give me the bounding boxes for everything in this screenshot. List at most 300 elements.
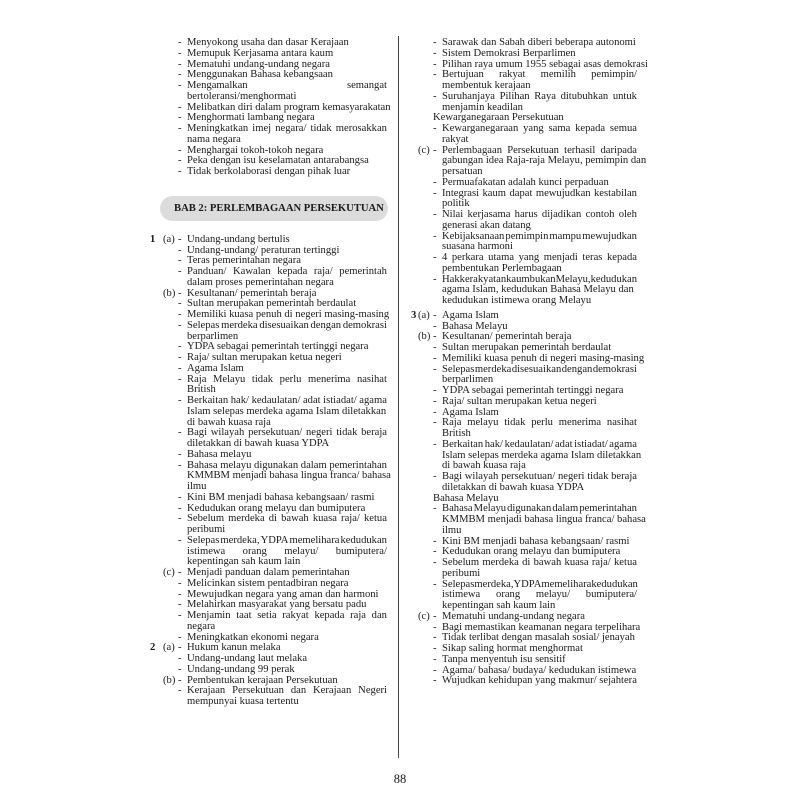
word: melayu: [220, 459, 252, 471]
bullet-dash: -: [433, 320, 437, 332]
list-item: [411, 397, 637, 408]
item-text: Permuafakatan adalah kunci perpaduan: [442, 176, 609, 188]
bullet-dash: -: [178, 155, 182, 167]
bullet-dash: -: [433, 252, 437, 263]
word: raja/: [341, 513, 360, 525]
word: raja/: [591, 557, 611, 568]
item-text: Memupuk Kerjasama antara kaum: [187, 47, 334, 59]
word: kepada: [314, 610, 345, 621]
word: bawah: [281, 513, 309, 525]
word: Kerajaan: [187, 685, 226, 697]
list-item: [411, 676, 637, 687]
item-text: kedudukan istimewa orang Melayu: [442, 295, 592, 306]
item-text: YDPA sebagai pemerintah tertinggi negara: [442, 385, 624, 396]
bullet-dash: -: [178, 101, 182, 113]
list-item: [411, 352, 645, 365]
bullet-dash: -: [433, 557, 437, 568]
bullet-dash: -: [433, 503, 437, 515]
word: persekutuan/: [501, 471, 556, 482]
bullet-dash: -: [433, 47, 437, 59]
bullet-dash: -: [178, 642, 182, 654]
list-item: [150, 167, 387, 178]
item-text: Meningkatkan ekonomi negara: [187, 631, 319, 643]
word: sama: [548, 123, 571, 134]
word: pemerintahan: [579, 503, 637, 515]
word: nasihat: [606, 417, 637, 429]
word: raja: [350, 610, 366, 621]
item-text: Melibatkan diri dalam program kemasyarakatan: [187, 101, 391, 113]
bullet-dash: -: [433, 309, 437, 321]
word: kuasa: [312, 513, 337, 525]
list-item: [411, 49, 637, 60]
word: merdeka: [474, 363, 512, 375]
question-number: 3: [411, 309, 417, 321]
list-item: [150, 375, 387, 386]
part-label: (b): [418, 331, 431, 343]
item-text: KMMBM menjadi bahasa lingua franca/ bahasa: [442, 514, 646, 525]
bullet-dash: -: [178, 298, 182, 310]
item-text: [442, 124, 637, 135]
list-item: [150, 124, 387, 135]
bullet-dash: -: [178, 69, 182, 81]
word: ketua: [614, 557, 637, 568]
word: 4: [442, 252, 448, 263]
word: Panduan/: [187, 266, 227, 277]
item-text: Teras pemerintahan negara: [187, 255, 301, 267]
item-text: kepentingan sah kaum lain: [187, 556, 301, 568]
word: tidak: [504, 417, 526, 429]
item-text: ilmu: [442, 524, 462, 536]
word: teras: [582, 252, 603, 263]
word: demokrasi: [342, 319, 387, 331]
part-label: (c): [418, 144, 430, 156]
item-text: suasana harmoni: [442, 241, 513, 253]
bullet-dash: -: [178, 427, 182, 439]
part-label: (a): [163, 233, 175, 245]
word: YDPA: [260, 534, 289, 546]
bullet-dash: -: [178, 112, 182, 124]
word: hak/: [230, 395, 249, 406]
word: Melayu: [212, 373, 246, 385]
item-text: gabungan idea Raja-raja Melayu, pemimpin dan: [442, 155, 647, 167]
word: istimewa: [187, 545, 226, 557]
bullet-dash: -: [178, 255, 182, 267]
word: yang: [523, 123, 544, 134]
bullet-dash: -: [178, 491, 182, 503]
word: merdeka: [228, 513, 265, 525]
word: dan: [290, 685, 307, 697]
item-text: membentuk kerajaan: [442, 80, 531, 91]
bullet-dash: -: [178, 588, 182, 600]
word: kaum: [506, 273, 530, 285]
continuation-line: [411, 569, 637, 580]
part-label: (b): [163, 287, 176, 299]
word: Berkaitan: [442, 438, 484, 450]
bullet-dash: -: [433, 352, 437, 364]
item-text: dalam proses pemerintahan negara: [187, 276, 334, 288]
item-text: politik: [442, 198, 470, 210]
bullet-dash: -: [178, 395, 182, 406]
continuation-line: [150, 92, 387, 103]
item-text: Undang-undang laut melaka: [187, 653, 308, 664]
word: Meningkatkan: [187, 123, 249, 134]
item-text: British: [442, 428, 471, 439]
word: hak/: [484, 438, 503, 450]
word: Integrasi: [442, 187, 480, 199]
word: kuasa: [564, 557, 589, 568]
bullet-dash: -: [178, 653, 182, 664]
word: negara/: [275, 123, 307, 134]
item-text: Kedudukan orang melayu dan bumiputera: [187, 502, 366, 514]
continuation-line: [150, 622, 387, 633]
word: beraja: [361, 427, 387, 439]
word: melayu: [467, 417, 499, 429]
bullet-dash: -: [433, 37, 437, 48]
word: kepada: [277, 266, 308, 277]
bullet-dash: -: [178, 244, 182, 256]
word: Kawalan: [233, 266, 271, 277]
word: menerima: [558, 417, 602, 429]
bullet-dash: -: [433, 664, 437, 676]
bullet-dash: -: [433, 395, 437, 407]
word: di: [522, 557, 531, 568]
word: adat: [554, 438, 573, 450]
word: Bagi: [442, 471, 463, 482]
bullet-dash: -: [178, 309, 182, 320]
word: Bertujuan: [442, 69, 484, 81]
word: kedaulatan/: [251, 395, 301, 406]
item-text: Islam selepas merdeka agama Islam diletakkan: [187, 405, 387, 417]
word: mampu: [549, 230, 582, 242]
item-text: YDPA sebagai pemerintah tertinggi negara: [187, 341, 369, 353]
word: digunakan: [254, 459, 299, 471]
item-text: peribumi: [187, 524, 226, 535]
item-text: Melicinkan sistem pentadbiran negara: [187, 577, 349, 589]
bullet-dash: -: [178, 502, 182, 514]
word: memilih: [540, 69, 576, 81]
word: dan: [371, 610, 387, 621]
word: Kebijaksanaan: [442, 230, 505, 242]
word: YDPA: [513, 578, 542, 590]
word: menjadi: [543, 252, 578, 263]
item-text: Tidak berkolaborasi dengan pihak luar: [187, 166, 351, 177]
list-item: [150, 579, 387, 590]
item-text: Agama Islam: [187, 362, 244, 374]
word: Selepas: [442, 363, 475, 375]
continuation-line: [150, 407, 387, 418]
item-text: agama Islam, kedudukan Bahasa Melayu dan: [442, 284, 634, 296]
bullet-dash: -: [433, 632, 437, 644]
bullet-dash: -: [178, 663, 182, 675]
word: Selepas: [442, 578, 475, 590]
word: agama: [609, 438, 637, 450]
right-column: [411, 37, 648, 687]
bullet-dash: -: [178, 513, 182, 525]
bullet-dash: -: [433, 417, 437, 429]
continuation-line: [411, 296, 637, 307]
list-item: [150, 536, 387, 547]
word: Persekutuan: [507, 144, 559, 156]
question-number: 1: [150, 233, 156, 245]
bullet-dash: -: [433, 123, 437, 134]
item-text: Kesultanan/ pemerintah beraja: [442, 331, 572, 343]
list-item: [411, 92, 637, 103]
bullet-dash: -: [178, 534, 182, 546]
item-text: peribumi: [442, 567, 481, 579]
bullet-dash: -: [433, 643, 437, 654]
word: ketua: [363, 513, 387, 525]
item-text: Kini BM menjadi bahasa kebangsaan/ rasmi: [187, 491, 375, 503]
bullet-dash: -: [178, 341, 182, 353]
item-text: Tidak terlibat dengan masalah sosial/ jenayah: [442, 632, 635, 644]
bullet-dash: -: [433, 653, 437, 665]
list-item: [411, 655, 637, 666]
word: merdeka: [482, 557, 519, 568]
part-label: (a): [418, 309, 430, 321]
continuation-line: [411, 221, 637, 232]
word: kepada: [606, 252, 637, 263]
list-item: [411, 612, 637, 623]
word: oleh: [618, 209, 637, 220]
item-text: Wujudkan kehidupan yang makmur/ sejahtera: [442, 675, 637, 687]
subheading-text: Kewarganegaraan Persekutuan: [433, 112, 564, 124]
word: semangat: [346, 80, 387, 91]
item-text: generasi akan datang: [442, 219, 531, 231]
word: memelihara: [289, 534, 340, 546]
continuation-line: [411, 526, 637, 537]
word: Selepas: [187, 319, 220, 331]
item-text: Pilihan raya umum 1955 sebagai asas demokrasi: [442, 58, 648, 70]
bullet-dash: -: [433, 209, 437, 220]
item-text: Tanpa menyentuh isu sensitif: [442, 653, 566, 665]
item-text: Undang-undang bertulis: [187, 233, 290, 245]
word: utama: [488, 252, 515, 263]
word: perlu: [279, 373, 302, 385]
continuation-line: [411, 135, 637, 146]
word: harus: [514, 209, 538, 220]
word: Selepas: [187, 534, 220, 546]
item-text: Sultan merupakan pemerintah berdaulat: [442, 342, 612, 353]
item-text: Melahirkan masyarakat yang bersatu padu: [187, 599, 367, 611]
bullet-dash: -: [178, 567, 182, 578]
word: Kerajaan: [313, 685, 352, 697]
item-text: KMMBM menjadi bahasa lingua franca/ bahasa: [187, 470, 391, 482]
word: pemerintah: [339, 266, 387, 277]
bullet-dash: -: [178, 448, 182, 460]
continuation-line: [411, 264, 637, 275]
word: persekutuan/: [248, 427, 303, 439]
word: bukan: [529, 273, 556, 285]
word: Raja: [187, 373, 207, 385]
item-text: di bawah kuasa raja: [187, 416, 271, 428]
continuation-line: [411, 483, 637, 494]
item-text: Memiliki kuasa penuh di negeri masing-masing: [187, 309, 390, 320]
list-item: [150, 611, 387, 622]
word: mewujudkan: [582, 230, 637, 242]
item-text: Agama/ bahasa/ budaya/ kedudukan istimewa: [442, 664, 637, 676]
item-text: [187, 375, 387, 386]
word: yang: [518, 252, 540, 263]
word: dalam: [300, 459, 327, 471]
item-text: berparlimen: [442, 374, 494, 386]
word: perlu: [531, 417, 553, 429]
bullet-dash: -: [433, 363, 437, 375]
bullet-dash: -: [178, 233, 182, 245]
part-label: (c): [418, 610, 430, 622]
item-text: persatuan: [442, 166, 483, 177]
item-text: diletakkan di bawah kuasa YDPA: [187, 438, 330, 449]
word: agama: [359, 395, 387, 406]
word: Bahasa: [187, 459, 218, 471]
bullet-dash: -: [178, 37, 182, 48]
item-text: Agama Islam: [442, 309, 499, 321]
bullet-dash: -: [433, 621, 437, 633]
word: tidak: [251, 373, 274, 385]
word: pemimpin/: [591, 69, 637, 81]
word: digunakan: [507, 503, 552, 515]
bullet-dash: -: [433, 342, 437, 353]
word: wilayah: [210, 427, 245, 439]
word: rakyat: [282, 610, 309, 621]
item-text: [442, 92, 637, 103]
word: wilayah: [464, 471, 499, 482]
list-item: [411, 440, 637, 451]
bullet-dash: -: [433, 385, 437, 396]
word: tidak: [336, 427, 358, 439]
item-text: Mematuhi undang-undang negara: [187, 58, 330, 70]
continuation-line: [150, 439, 387, 450]
word: melayu/: [535, 589, 571, 601]
item-text: Memiliki kuasa penuh di negeri masing-masing: [442, 352, 645, 364]
item-text: [187, 536, 387, 547]
item-text: Raja/ sultan merupakan ketua negeri: [187, 352, 342, 363]
item-text: Mewujudkan negara yang aman dan harmoni: [187, 588, 379, 600]
word: Sebelum: [442, 557, 480, 568]
word: pemimpin: [505, 230, 549, 242]
bullet-dash: -: [178, 674, 182, 686]
word: Sebelum: [187, 513, 225, 525]
list-item: [411, 311, 637, 322]
word: demokrasi: [592, 363, 637, 375]
item-text: menjamin keadilan: [442, 101, 523, 113]
bullet-dash: -: [433, 90, 437, 102]
bullet-dash: -: [178, 685, 182, 697]
bullet-dash: -: [178, 123, 182, 134]
word: kerjasama: [467, 209, 511, 220]
bullet-dash: -: [433, 535, 437, 547]
word: Perlembagaan: [442, 144, 503, 156]
word: tidak: [587, 471, 609, 482]
item-text: Pembentukan kerajaan Persekutuan: [187, 674, 338, 686]
bullet-dash: -: [178, 577, 182, 589]
word: Mengamalkan: [187, 80, 248, 91]
word: disesuaikan: [511, 363, 562, 375]
item-text: Undang-undang 99 perak: [187, 663, 295, 675]
word: merdeka,: [474, 578, 514, 590]
bullet-dash: -: [178, 287, 182, 299]
word: kedudukan: [340, 534, 387, 546]
item-text: bertoleransi/menghormati: [187, 90, 297, 102]
word: negeri: [305, 427, 333, 439]
bullet-dash: -: [433, 438, 437, 450]
word: taat: [236, 610, 252, 621]
item-text: Raja/ sultan merupakan ketua negeri: [442, 395, 597, 407]
item-text: Sultan merupakan pemerintah berdaulat: [187, 298, 357, 310]
word: mewujudkan: [535, 187, 591, 199]
word: Suruhanjaya: [442, 90, 495, 102]
bullet-dash: -: [178, 166, 182, 177]
item-text: Mematuhi undang-undang negara: [442, 610, 585, 622]
bullet-dash: -: [178, 362, 182, 374]
word: Kewarganegaraan: [442, 123, 519, 134]
item-text: di bawah kuasa raja: [442, 460, 526, 472]
word: Pilihan: [499, 90, 530, 102]
bullet-dash: -: [433, 187, 437, 199]
word: melayu/: [284, 545, 319, 557]
item-text: Menyokong usaha dan dasar Kerajaan: [187, 37, 349, 48]
word: Nilai: [442, 209, 464, 220]
word: Negeri: [358, 685, 387, 697]
bullet-dash: -: [433, 273, 437, 285]
item-text: [442, 418, 637, 429]
word: negeri: [557, 471, 585, 482]
item-text: rakyat: [442, 133, 469, 145]
list-item: [150, 235, 387, 246]
word: rakyat: [498, 69, 526, 81]
word: ditubuhkan: [560, 90, 609, 102]
item-text: Menghormati lambang negara: [187, 112, 315, 124]
continuation-line: [150, 470, 391, 482]
item-text: Kedudukan orang melayu dan bumiputera: [442, 546, 621, 558]
bullet-dash: -: [433, 471, 437, 482]
item-text: Menghargai tokoh-tokoh negara: [187, 144, 324, 156]
word: merosakkan: [335, 123, 387, 134]
word: dijadikan: [541, 209, 582, 220]
word: raja/: [313, 266, 333, 277]
word: tidak: [310, 123, 332, 134]
word: dapat: [509, 187, 533, 199]
word: Bagi: [187, 427, 208, 439]
word: menerima: [308, 373, 351, 385]
word: istiadat/: [574, 438, 608, 450]
item-text: [442, 440, 637, 451]
item-text: [187, 611, 387, 622]
word: setia: [257, 610, 277, 621]
item-text: Sarawak dan Sabah diberi beberapa autonomi: [442, 37, 636, 48]
bullet-dash: -: [178, 144, 182, 156]
word: imej: [252, 123, 272, 134]
word: dengan: [310, 319, 342, 331]
bullet-dash: -: [178, 319, 182, 331]
item-text: Bahasa melayu: [187, 448, 252, 460]
word: orang: [242, 545, 267, 557]
word: memelihara: [541, 578, 592, 590]
word: Melayu: [473, 503, 507, 515]
bullet-dash: -: [433, 144, 437, 156]
item-text: Peka dengan isu keselamatan antarabangsa: [187, 155, 369, 167]
question-number: 2: [150, 642, 156, 654]
bullet-dash: -: [433, 546, 437, 558]
word: daripada: [600, 144, 637, 156]
bullet-dash: -: [433, 58, 437, 70]
bullet-dash: -: [178, 80, 182, 91]
continuation-line: [150, 278, 387, 289]
item-text: ilmu: [187, 481, 207, 492]
continuation-line: [150, 697, 387, 708]
item-text: Menggunakan Bahasa kebangsaan: [187, 69, 333, 81]
list-item: [411, 178, 637, 189]
bullet-dash: -: [433, 230, 437, 242]
